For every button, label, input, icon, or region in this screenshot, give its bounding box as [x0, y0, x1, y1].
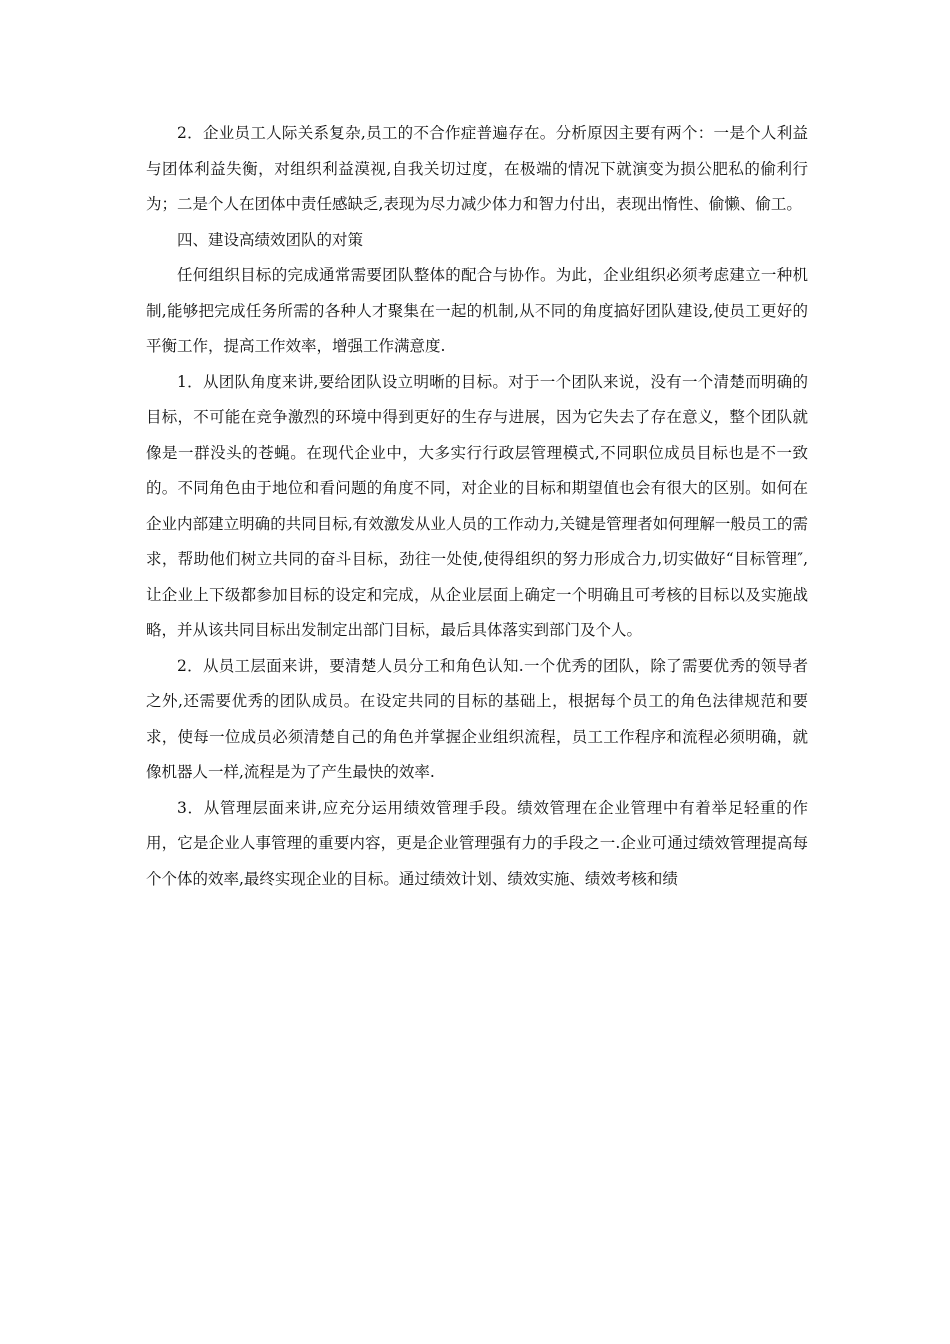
- paragraph: 2．从员工层面来讲，要清楚人员分工和角色认知.一个优秀的团队，除了需要优秀的领导者之外,还需要优秀的团队成员。在设定共同的目标的基础上，根据每个员工的角色法律规范和要求，使每一位成员必须清楚自己的角色并掌握企业组织流程，员工工作程序和流程必须明确，就像机器人一样,流程是为了产生最快的效率.: [146, 656, 808, 781]
- paragraph: 任何组织目标的完成通常需要团队整体的配合与协作。为此，企业组织必须考虑建立一种机制,能够把完成任务所需的各种人才聚集在一起的机制,从不同的角度搞好团队建设,使员工更好的平衡工作，提高工作效率，增强工作满意度.: [146, 266, 808, 355]
- paragraph: 2．企业员工人际关系复杂,员工的不合作症普遍存在。分析原因主要有两个：一是个人利益与团体利益失衡，对组织利益漠视,自我关切过度，在极端的情况下就演变为损公肥私的偷利行为；二是个人在团体中责任感缺乏,表现为尽力减少体力和智力付出，表现出惰性、偷懒、偷工。: [146, 124, 808, 213]
- paragraph: 1．从团队角度来讲,要给团队设立明晰的目标。对于一个团队来说，没有一个清楚而明确的目标，不可能在竞争激烈的环境中得到更好的生存与进展，因为它失去了存在意义，整个团队就像是一群没头的苍蝇。在现代企业中，大多实行行政层管理模式,不同职位成员目标也是不一致的。不同角色由于地位和看问题的角度不同，对企业的目标和期望值也会有很大的区别。如何在企业内部建立明确的共同目标,有效激发从业人员的工作动力,关键是管理者如何理解一般员工的需求，帮助他们树立共同的奋斗目标，劲往一处使,使得组织的努力形成合力,切实做好“目标管理″,让企业上下级都参加目标的设定和完成，从企业层面上确定一个明确且可考核的目标以及实施战略，并从该共同目标出发制定出部门目标，最后具体落实到部门及个人。: [146, 372, 808, 639]
- document-body: [146, 116, 808, 897]
- paragraph: 3．从管理层面来讲,应充分运用绩效管理手段。绩效管理在企业管理中有着举足轻重的作用，它是企业人事管理的重要内容，更是企业管理强有力的手段之一.企业可通过绩效管理提高每个个体的效率,最终实现企业的目标。通过绩效计划、绩效实施、绩效考核和绩: [146, 798, 808, 888]
- section-heading: 四、建设高绩效团队的对策: [177, 230, 364, 249]
